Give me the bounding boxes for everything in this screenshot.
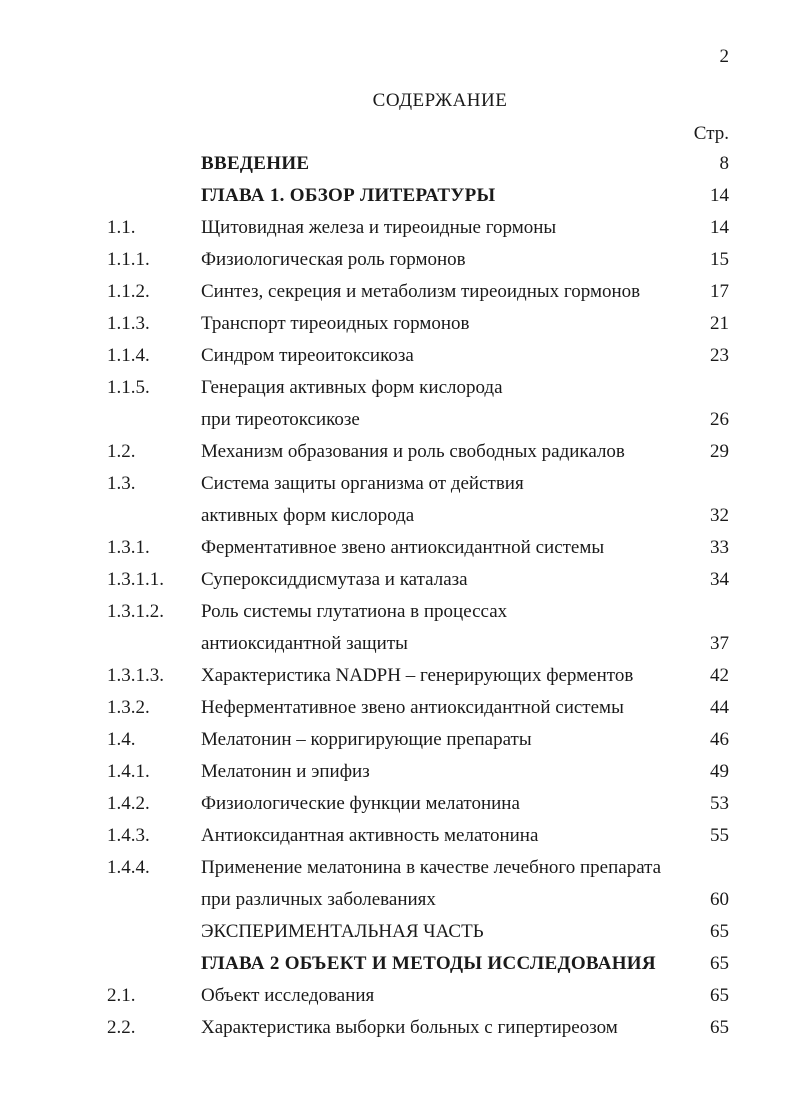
toc-entry-title: Генерация активных форм кислорода xyxy=(201,377,503,398)
toc-entry-page: 65 xyxy=(710,985,729,1006)
toc-entry xyxy=(0,372,797,404)
toc-entry-page: 29 xyxy=(710,441,729,462)
toc-entry xyxy=(0,532,797,564)
toc-entry-page: 15 xyxy=(710,249,729,270)
toc-entry-page: 65 xyxy=(710,921,729,942)
toc-entry-title: Неферментативное звено антиоксидантной системы xyxy=(201,697,624,718)
toc-entry-title: при тиреотоксикозе xyxy=(201,409,360,430)
toc-entry-number: 1.1.5. xyxy=(107,377,150,398)
toc-entry xyxy=(0,916,797,948)
toc-entry-title: Синтез, секреция и метаболизм тиреоидных гормонов xyxy=(201,281,641,302)
toc-entry-title: при различных заболеваниях xyxy=(201,889,436,910)
toc-entry xyxy=(0,500,797,532)
toc-entry-title: Механизм образования и роль свободных радикалов xyxy=(201,441,625,462)
toc-entry-title: Мелатонин и эпифиз xyxy=(201,761,370,782)
toc-entry-number: 1.4.2. xyxy=(107,793,150,814)
toc-entry-page: 34 xyxy=(710,569,729,590)
toc-entry-title: Применение мелатонина в качестве лечебного препарата xyxy=(201,857,662,878)
toc-entry-title: Синдром тиреоитоксикоза xyxy=(201,345,414,366)
toc-entry xyxy=(0,596,797,628)
toc-entry-number: 1.4.3. xyxy=(107,825,150,846)
toc-entry-number: 1.1. xyxy=(107,217,136,238)
toc-entry-page: 17 xyxy=(710,281,729,302)
toc-entry-page: 65 xyxy=(710,953,729,974)
toc-entry-page: 37 xyxy=(710,633,729,654)
toc-entry-title: Щитовидная железа и тиреоидные гормоны xyxy=(201,217,557,238)
toc-entry xyxy=(0,308,797,340)
toc-entry-number: 1.1.1. xyxy=(107,249,150,270)
toc-entry-page: 26 xyxy=(710,409,729,430)
toc-entry-title: антиоксидантной защиты xyxy=(201,633,408,654)
toc-entry-page: 42 xyxy=(710,665,729,686)
toc-entry-title: ВВЕДЕНИЕ xyxy=(201,153,310,174)
toc-entry xyxy=(0,404,797,436)
toc-title: СОДЕРЖАНИЕ xyxy=(372,90,508,111)
toc-entry-title: ГЛАВА 2 ОБЪЕКТ И МЕТОДЫ ИССЛЕДОВАНИЯ xyxy=(201,953,656,974)
toc-entry-number: 1.1.2. xyxy=(107,281,150,302)
toc-entry-number: 1.3.1.3. xyxy=(107,665,164,686)
toc-entry-number: 1.2. xyxy=(107,441,136,462)
toc-entry-title: активных форм кислорода xyxy=(201,505,415,526)
toc-entry-number: 1.3.1.1. xyxy=(107,569,164,590)
toc-entry-page: 14 xyxy=(710,185,729,206)
toc-entry-number: 1.3.2. xyxy=(107,697,150,718)
toc-entry-title: Характеристика выборки больных с гипертиреозом xyxy=(201,1017,618,1038)
toc-entry-page: 21 xyxy=(710,313,729,334)
toc-entry xyxy=(0,660,797,692)
toc-entry xyxy=(0,756,797,788)
toc-entry xyxy=(0,468,797,500)
toc-entry-page: 53 xyxy=(710,793,729,814)
toc-entry-page: 44 xyxy=(710,697,729,718)
toc-entry-title: Физиологическая роль гормонов xyxy=(201,249,466,270)
toc-entry xyxy=(0,436,797,468)
toc-entry xyxy=(0,884,797,916)
page-number: 2 xyxy=(719,46,729,67)
toc-entry-title: Транспорт тиреоидных гормонов xyxy=(201,313,470,334)
toc-entry-page: 49 xyxy=(710,761,729,782)
toc-entry-page: 8 xyxy=(719,153,729,174)
toc-entry-title: Система защиты организма от действия xyxy=(201,473,524,494)
toc-entry-title: Характеристика NADPH – генерирующих ферментов xyxy=(201,665,634,686)
toc-entry-title: Супероксиддисмутаза и каталаза xyxy=(201,569,468,590)
toc-entry xyxy=(0,564,797,596)
toc-entry-title: Физиологические функции мелатонина xyxy=(201,793,520,814)
toc-entry-title: Антиоксидантная активность мелатонина xyxy=(201,825,539,846)
toc-entry-title: Ферментативное звено антиоксидантной системы xyxy=(201,537,605,558)
toc-entry xyxy=(0,628,797,660)
toc-entry-number: 1.4. xyxy=(107,729,136,750)
toc-entry-number: 1.1.3. xyxy=(107,313,150,334)
toc-entry xyxy=(0,948,797,980)
toc-entry xyxy=(0,1012,797,1044)
toc-entry xyxy=(0,276,797,308)
toc-entry-number: 1.4.4. xyxy=(107,857,150,878)
toc-entry xyxy=(0,820,797,852)
toc-entry-page: 14 xyxy=(710,217,729,238)
toc-entry-title: ГЛАВА 1. ОБЗОР ЛИТЕРАТУРЫ xyxy=(201,185,496,206)
toc-entry-page: 55 xyxy=(710,825,729,846)
toc-entry xyxy=(0,244,797,276)
page-column-header: Стр. xyxy=(693,123,729,144)
toc-entry-number: 1.4.1. xyxy=(107,761,150,782)
toc-entry-page: 60 xyxy=(710,889,729,910)
toc-entry xyxy=(0,724,797,756)
toc-entry-number: 1.3.1.2. xyxy=(107,601,164,622)
toc-entry xyxy=(0,212,797,244)
toc-entry-page: 23 xyxy=(710,345,729,366)
toc-entry xyxy=(0,340,797,372)
toc-entry-number: 1.3.1. xyxy=(107,537,150,558)
toc-entry-title: Объект исследования xyxy=(201,985,375,1006)
toc-entry-number: 1.1.4. xyxy=(107,345,150,366)
toc-entry-page: 33 xyxy=(710,537,729,558)
table-of-contents xyxy=(0,148,797,1044)
toc-entry-number: 2.2. xyxy=(107,1017,136,1038)
toc-entry-title: Роль системы глутатиона в процессах xyxy=(201,601,508,622)
toc-entry xyxy=(0,692,797,724)
toc-entry xyxy=(0,980,797,1012)
toc-entry xyxy=(0,852,797,884)
toc-entry-number: 1.3. xyxy=(107,473,136,494)
toc-entry-title: Мелатонин – корригирующие препараты xyxy=(201,729,532,750)
toc-entry-page: 32 xyxy=(710,505,729,526)
toc-entry-page: 65 xyxy=(710,1017,729,1038)
toc-entry xyxy=(0,148,797,180)
toc-entry xyxy=(0,788,797,820)
toc-entry xyxy=(0,180,797,212)
toc-entry-number: 2.1. xyxy=(107,985,136,1006)
toc-entry-title: ЭКСПЕРИМЕНТАЛЬНАЯ ЧАСТЬ xyxy=(201,921,484,942)
toc-entry-page: 46 xyxy=(710,729,729,750)
